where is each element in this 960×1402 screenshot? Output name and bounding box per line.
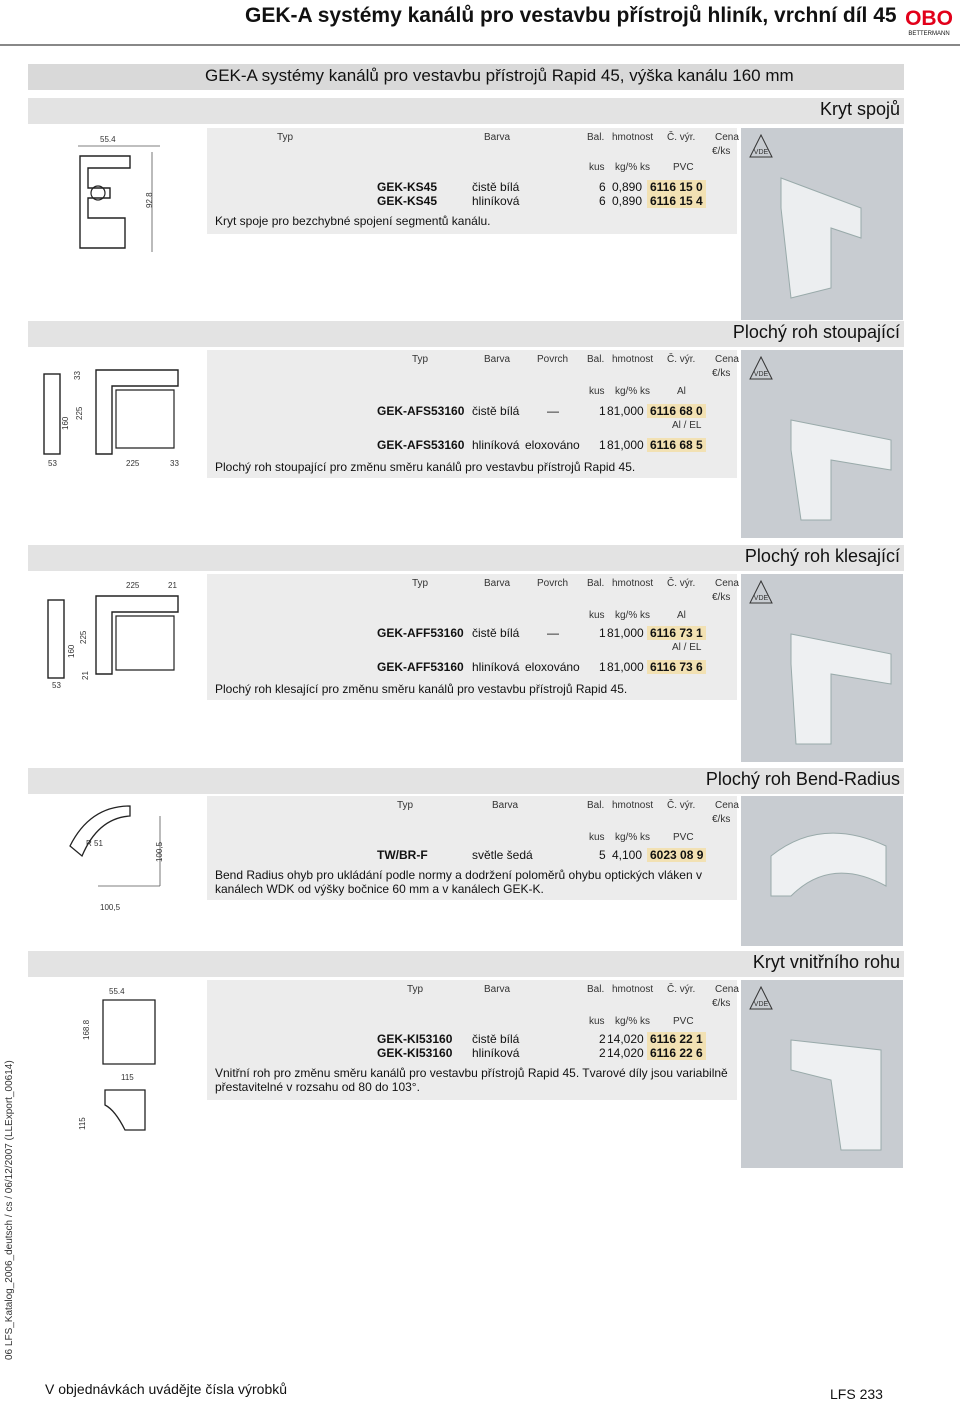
- section-title: Kryt vnitřního rohu: [752, 952, 900, 972]
- col-hmotnost: hmotnost: [612, 354, 654, 365]
- row-barva: hliníková: [472, 660, 520, 674]
- logo-text: OBO: [905, 7, 953, 30]
- dim-label: 225: [126, 581, 140, 590]
- vde-icon: [749, 356, 773, 380]
- col-hmotnost: hmotnost: [612, 132, 654, 143]
- row-typ: TW/BR-F: [377, 848, 428, 862]
- row-hmotnost: 81,000: [607, 626, 644, 640]
- row-cislo: 6023 08 9: [647, 848, 706, 862]
- dim-label: 168.8: [82, 1019, 91, 1040]
- dim-label: 53: [52, 681, 61, 690]
- row-povrch: eloxováno: [525, 660, 580, 674]
- vde-icon: [749, 134, 773, 158]
- row-bal: 1: [599, 438, 606, 452]
- drawing-kryt-vnitrniho-rohu: [75, 980, 195, 1140]
- row-bal: 2: [599, 1046, 606, 1060]
- row-typ: GEK-AFF53160: [377, 626, 464, 640]
- dim-label: 160: [67, 644, 76, 658]
- row-hmotnost: 0,890: [612, 180, 643, 194]
- row-barva: čistě bílá: [472, 626, 520, 640]
- col-barva: Barva: [484, 578, 511, 589]
- col-barva: Barva: [492, 800, 519, 811]
- row-hmotnost: 14,020: [607, 1046, 644, 1060]
- product-image: [771, 390, 896, 530]
- col-typ: Typ: [407, 984, 424, 995]
- section-header-kryt-vnitrniho-rohu: [28, 951, 904, 977]
- sub-col-kus: kus: [589, 162, 605, 173]
- col-barva: Barva: [484, 984, 511, 995]
- row-barva: čistě bílá: [472, 180, 520, 194]
- row-cislo: 6116 15 4: [647, 194, 706, 208]
- product-description: Bend Radius ohyb pro ukládání podle normy a dodržení poloměrů ohybu optických vláken v kanálech WDK od výšky bočnice 60 mm a v kanálech GEK-K.: [215, 868, 702, 896]
- row-barva: světle šedá: [472, 848, 533, 862]
- product-image: [761, 816, 896, 936]
- dim-label: 115: [121, 1073, 134, 1082]
- dim-label: R 51: [86, 839, 103, 848]
- col-cislo: Č. výr.: [667, 132, 696, 143]
- product-description: Vnitřní roh pro změnu směru kanálů pro vestavbu přístrojů Rapid 45. Tvarové díly jsou variabilně přestavitelné v rozsahu od 80 do 103°.: [215, 1066, 728, 1094]
- product-table-kryt-spoju: [207, 128, 737, 234]
- dim-label: 100,5: [155, 841, 164, 862]
- row-povrch: —: [547, 626, 559, 640]
- vde-icon: [749, 580, 773, 604]
- drawing-roh-stoupajici: [30, 350, 200, 482]
- col-hmotnost: hmotnost: [612, 578, 654, 589]
- col-cena: Cena: [715, 984, 739, 995]
- dim-label: 225: [79, 630, 88, 644]
- col-cislo: Č. výr.: [667, 354, 696, 365]
- row-barva: čistě bílá: [472, 404, 520, 418]
- col-typ: Typ: [277, 132, 294, 143]
- footer-note: V objednávkách uvádějte čísla výrobků: [45, 1381, 288, 1397]
- section-header-kryt-spoju: [28, 98, 904, 124]
- product-description: Plochý roh stoupající pro změnu směru kanálů pro vestavbu přístrojů Rapid 45.: [215, 460, 636, 474]
- product-photo-bend-radius: [741, 796, 903, 946]
- row-bal: 2: [599, 1032, 606, 1046]
- sub-col-kg: kg/% ks: [615, 162, 651, 173]
- section-header-bend-radius: [28, 768, 904, 794]
- row-bal: 1: [599, 660, 606, 674]
- row-typ: GEK-KI53160: [377, 1046, 453, 1060]
- section-title: Kryt spojů: [819, 99, 900, 119]
- sub-col-kg: kg/% ks: [615, 386, 651, 397]
- product-photo-kryt-spoju: [741, 128, 903, 320]
- mid-label: Al / EL: [672, 420, 702, 431]
- dim-label: 160: [61, 416, 70, 430]
- sub-col-price: €/ks: [712, 814, 731, 825]
- row-povrch: eloxováno: [525, 438, 580, 452]
- sub-col-price: €/ks: [712, 592, 731, 603]
- row-hmotnost: 0,890: [612, 194, 643, 208]
- sub-col-material: PVC: [673, 832, 694, 843]
- row-typ: GEK-AFF53160: [377, 660, 464, 674]
- row-barva: hliníková: [472, 1046, 520, 1060]
- product-photo-kryt-vnitrniho-rohu: [741, 980, 903, 1168]
- col-typ: Typ: [412, 354, 429, 365]
- row-typ: GEK-KS45: [377, 180, 438, 194]
- row-povrch: —: [547, 404, 559, 418]
- obo-logo: [903, 6, 955, 36]
- dim-label: 92.8: [145, 192, 154, 208]
- dim-label: 115: [78, 1117, 87, 1130]
- sub-col-price: €/ks: [712, 146, 731, 157]
- sub-col-kg: kg/% ks: [615, 832, 651, 843]
- col-typ: Typ: [412, 578, 429, 589]
- col-cislo: Č. výr.: [667, 984, 696, 995]
- sub-col-kg: kg/% ks: [615, 1016, 651, 1027]
- logo-subtext: BETTERMANN: [908, 31, 950, 36]
- col-hmotnost: hmotnost: [612, 984, 654, 995]
- row-typ: GEK-KI53160: [377, 1032, 453, 1046]
- header-rule: [0, 44, 960, 46]
- product-table-bend-radius: [207, 796, 737, 900]
- mid-label: Al / EL: [672, 642, 702, 653]
- sub-col-kus: kus: [589, 386, 605, 397]
- sub-col-kus: kus: [589, 1016, 605, 1027]
- svg-text:VDE: VDE: [753, 149, 769, 156]
- col-cena: Cena: [715, 132, 739, 143]
- product-image: [771, 168, 881, 308]
- col-cena: Cena: [715, 354, 739, 365]
- row-barva: hliníková: [472, 438, 520, 452]
- dim-label: 225: [75, 406, 84, 420]
- svg-text:VDE: VDE: [753, 1001, 769, 1008]
- col-povrch: Povrch: [537, 578, 569, 589]
- section-title: Plochý roh klesající: [744, 546, 900, 566]
- product-photo-roh-klesajici: [741, 574, 903, 762]
- sub-col-price: €/ks: [712, 998, 731, 1009]
- col-barva: Barva: [484, 132, 511, 143]
- row-cislo: 6116 22 1: [647, 1032, 706, 1046]
- col-bal: Bal.: [587, 132, 605, 143]
- dim-label: 55.4: [100, 135, 116, 144]
- dim-label: 33: [73, 371, 82, 380]
- sub-col-material: PVC: [673, 162, 694, 173]
- row-barva: čistě bílá: [472, 1032, 520, 1046]
- col-bal: Bal.: [587, 354, 605, 365]
- row-hmotnost: 14,020: [607, 1032, 644, 1046]
- sub-col-material: Al: [677, 610, 686, 621]
- row-bal: 6: [599, 194, 606, 208]
- section-title: Plochý roh stoupající: [732, 322, 900, 342]
- col-cena: Cena: [715, 800, 739, 811]
- row-cislo: 6116 68 0: [647, 404, 706, 418]
- drawing-roh-klesajici: [30, 574, 200, 700]
- col-typ: Typ: [397, 800, 414, 811]
- product-photo-roh-stoupajici: [741, 350, 903, 538]
- row-bal: 5: [599, 848, 606, 862]
- product-table-kryt-vnitrniho-rohu: [207, 980, 737, 1100]
- row-hmotnost: 81,000: [607, 404, 644, 418]
- sub-col-kg: kg/% ks: [615, 610, 651, 621]
- col-cislo: Č. výr.: [667, 800, 696, 811]
- row-cislo: 6116 15 0: [647, 180, 706, 194]
- product-image: [771, 614, 896, 754]
- col-bal: Bal.: [587, 578, 605, 589]
- vde-icon: [749, 986, 773, 1010]
- col-cislo: Č. výr.: [667, 578, 696, 589]
- svg-text:VDE: VDE: [753, 595, 769, 602]
- product-description: Kryt spoje pro bezchybné spojení segmentů kanálu.: [215, 214, 491, 228]
- section-header-roh-klesajici: [28, 545, 904, 571]
- dim-label: 33: [170, 459, 179, 468]
- row-bal: 1: [599, 626, 606, 640]
- sub-col-price: €/ks: [712, 368, 731, 379]
- row-hmotnost: 4,100: [612, 848, 643, 862]
- col-povrch: Povrch: [537, 354, 569, 365]
- product-table-roh-stoupajici: [207, 350, 737, 478]
- sub-col-kus: kus: [589, 832, 605, 843]
- row-bal: 1: [599, 404, 606, 418]
- row-hmotnost: 81,000: [607, 660, 644, 674]
- svg-text:VDE: VDE: [753, 371, 769, 378]
- row-hmotnost: 81,000: [607, 438, 644, 452]
- col-bal: Bal.: [587, 800, 605, 811]
- col-cena: Cena: [715, 578, 739, 589]
- drawing-bend-radius: [60, 796, 180, 916]
- side-catalog-reference: 06 LFS_Katalog_2006_deutsch / cs / 06/12/2007 (LLExport_00614): [4, 1060, 15, 1360]
- dim-label: 21: [81, 671, 90, 680]
- dim-label: 225: [126, 459, 140, 468]
- sub-col-kus: kus: [589, 610, 605, 621]
- band-title: GEK-A systémy kanálů pro vestavbu přístrojů Rapid 45, výška kanálu 160 mm: [205, 66, 794, 85]
- row-cislo: 6116 68 5: [647, 438, 706, 452]
- row-typ: GEK-AFS53160: [377, 404, 465, 418]
- section-header-roh-stoupajici: [28, 321, 904, 347]
- dim-label: 55.4: [109, 987, 125, 996]
- row-typ: GEK-AFS53160: [377, 438, 465, 452]
- col-bal: Bal.: [587, 984, 605, 995]
- page-title: GEK-A systémy kanálů pro vestavbu přístrojů hliník, vrchní díl 45: [245, 4, 897, 27]
- dim-label: 21: [168, 581, 177, 590]
- row-typ: GEK-KS45: [377, 194, 438, 208]
- product-image: [771, 1020, 896, 1160]
- col-barva: Barva: [484, 354, 511, 365]
- page-number: LFS 233: [830, 1386, 883, 1402]
- row-cislo: 6116 22 6: [647, 1046, 706, 1060]
- sub-col-material: PVC: [673, 1016, 694, 1027]
- drawing-kryt-spoju: [60, 128, 170, 256]
- row-bal: 6: [599, 180, 606, 194]
- col-hmotnost: hmotnost: [612, 800, 654, 811]
- product-description: Plochý roh klesající pro změnu směru kanálů pro vestavbu přístrojů Rapid 45.: [215, 682, 628, 696]
- row-barva: hliníková: [472, 194, 520, 208]
- dim-label: 53: [48, 459, 57, 468]
- product-table-roh-klesajici: [207, 574, 737, 700]
- row-cislo: 6116 73 1: [647, 626, 706, 640]
- dim-label: 100,5: [100, 903, 121, 912]
- row-cislo: 6116 73 6: [647, 660, 706, 674]
- sub-col-material: Al: [677, 386, 686, 397]
- section-title: Plochý roh Bend-Radius: [705, 769, 900, 789]
